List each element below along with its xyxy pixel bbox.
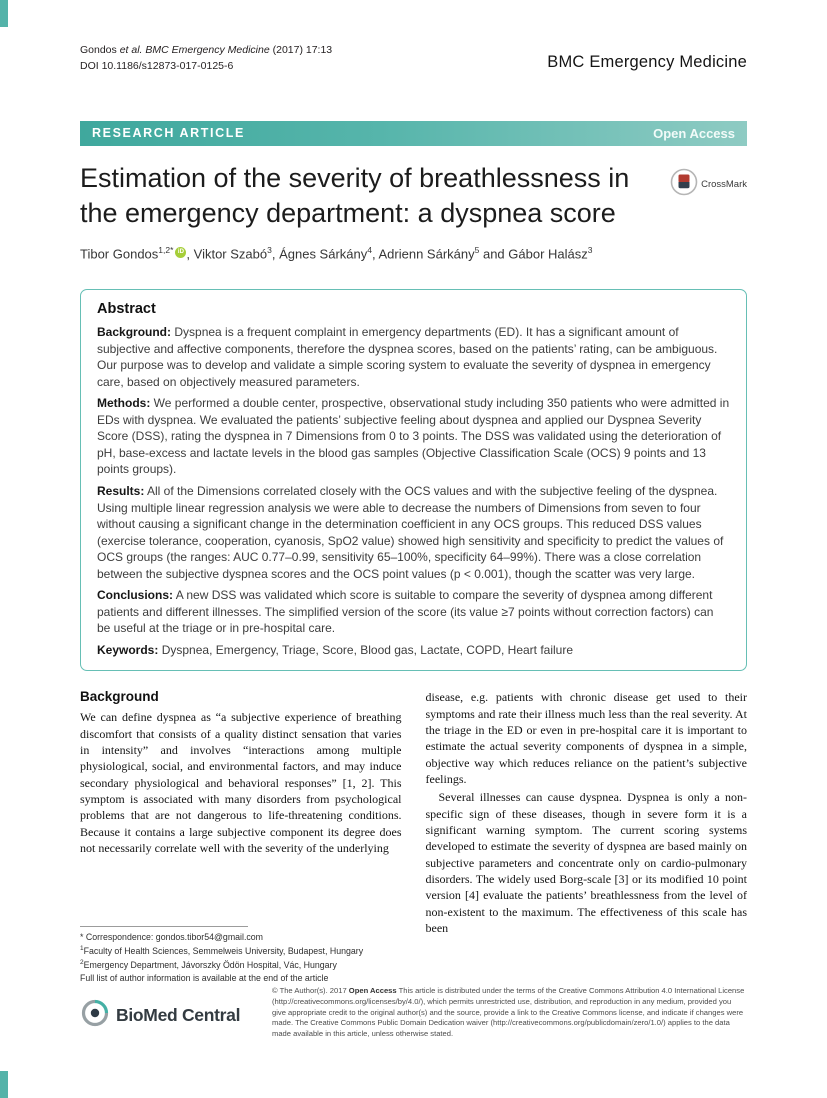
orcid-icon[interactable]: iD xyxy=(175,247,186,258)
license-open-access: Open Access xyxy=(348,986,397,995)
abstract-section-text: Dyspnea is a frequent complaint in emergency departments (ED). It has a significant amount of subjective and affective components, therefore the dyspnea scores, based on the patients’ rating, can be ambiguous. Our purpose was to develop and validate a simple scoring system to evaluate the severity of dyspnea in emergency care, based on objectively measured parameters. xyxy=(97,325,718,389)
article-body xyxy=(80,689,747,936)
abstract-box xyxy=(80,289,747,671)
citation-journal: et al. BMC Emergency Medicine xyxy=(119,44,270,56)
abstract-methods xyxy=(97,395,730,478)
open-access-label: Open Access xyxy=(653,125,735,141)
citation-line xyxy=(80,43,332,59)
author-affiliation-sup: 4 xyxy=(367,244,372,255)
affiliation-line xyxy=(80,944,380,958)
affiliation-text: Faculty of Health Sciences, Semmelweis University, Budapest, Hungary xyxy=(83,946,364,957)
biomed-central-logo-text: BioMed Central xyxy=(116,1005,241,1026)
author-separator: , xyxy=(271,246,280,262)
abstract-keywords xyxy=(97,642,730,659)
author-line xyxy=(80,245,747,261)
section-heading-background: Background xyxy=(80,689,159,705)
correspondence-line xyxy=(80,931,380,944)
footnotes xyxy=(80,922,380,986)
body-paragraph: Several illnesses can cause dyspnea. Dyspnea is only a non-specific sign of these diseases, though in severe form it is a significant warning symptom. The current scoring systems developed to estimate the severity of dyspnea are based mainly on subjective parameters and concentrate only on cardio-pulmonary disorders. The widely used Borg-scale [3] or its modified 10 point version [4] evaluate the patients’ breathlessness from the level of non-existent to the maximum. The effectiveness of this scale has been xyxy=(425,790,747,935)
title-row xyxy=(80,161,747,232)
journal-name: BMC Emergency Medicine xyxy=(547,53,747,71)
affiliation-text: Emergency Department, Jávorszky Ödön Hospital, Vác, Hungary xyxy=(83,960,337,971)
author-info-note: Full list of author information is available at the end of the article xyxy=(80,973,329,984)
author-name: Tibor Gondos xyxy=(80,246,159,262)
citation-block xyxy=(80,43,332,75)
license-body: This article is distributed under the terms of the Creative Commons Attribution 4.0 International License (http://creativecommons.org/licenses/by/4.0/), which permits unrestricted use, distribution, and reproduction in any medium, provided you give appropriate credit to the original author(s) and the source, provide a link to the Creative Commons license, and indicate if changes were made. The Creative Commons Public Domain Dedication waiver (http://creativecommons.org/publicdomain/zero/1.0/) applies to the data made available in this article, unless otherwise stated. xyxy=(272,986,745,1039)
body-paragraph: We can define dyspnea as “a subjective experience of breathing discomfort that consists of a quality distinct sensation that varies in intensity” and involves “interactions among multiple physiological, social, and environmental factors, and may induce secondary physiological and behavioral responses” [1, 2]. This symptom is associated with many disorders from psychological problems that are not dangerous to life-threatening conditions. Because it contains a large subjective component its degree does not necessarily correlate well with the severity of the underlying xyxy=(80,710,402,855)
header xyxy=(80,43,747,75)
abstract-section-label: Conclusions: xyxy=(97,588,174,603)
author-separator: , xyxy=(186,246,194,262)
page-edge-mark-bottom xyxy=(0,1071,8,1098)
abstract-conclusions xyxy=(97,587,730,637)
author-affiliation-sup: 5 xyxy=(474,244,480,255)
author-name: Ágnes Sárkány xyxy=(279,246,368,262)
correspondence-email-link[interactable]: gondos.tibor54@gmail.com xyxy=(155,932,264,942)
license-prefix: © The Author(s). 2017 xyxy=(272,986,349,995)
abstract-section-text: A new DSS was validated which score is suitable to compare the severity of dyspnea among different patients and different illnesses. The simplified version of the score (its value ≥7 points without correction factors) can be useful at the triage or in pre-hospital care. xyxy=(97,588,714,636)
crossmark-label: CrossMark xyxy=(701,178,747,190)
body-column-left xyxy=(80,689,402,936)
abstract-section-label: Results: xyxy=(97,484,145,498)
footer xyxy=(80,986,747,1040)
abstract-section-text: Dyspnea, Emergency, Triage, Score, Blood gas, Lactate, COPD, Heart failure xyxy=(161,642,574,657)
affiliation-sup: 2 xyxy=(80,959,84,967)
author-name: Adrienn Sárkány xyxy=(378,246,475,262)
article-type-banner xyxy=(80,121,747,146)
author-affiliation-sup: 3 xyxy=(587,244,593,255)
page-content xyxy=(80,0,747,1098)
author-affiliation-sup: 3 xyxy=(267,244,272,255)
abstract-section-label: Background: xyxy=(97,325,172,340)
research-article-label: RESEARCH ARTICLE xyxy=(92,126,245,140)
author-separator: and xyxy=(479,246,509,262)
author-separator: , xyxy=(371,246,379,262)
biomed-central-logo xyxy=(80,992,258,1040)
affiliation-sup: 1 xyxy=(80,945,84,953)
body-column-right xyxy=(426,689,748,936)
crossmark-icon xyxy=(670,168,698,201)
citation-author: Gondos xyxy=(80,44,120,56)
abstract-title: Abstract xyxy=(97,301,156,318)
crossmark-badge[interactable] xyxy=(670,168,747,201)
abstract-background xyxy=(97,324,730,390)
author-name: Gábor Halász xyxy=(508,246,588,262)
body-paragraph: disease, e.g. patients with chronic disease get used to their symptoms and rate their illness much less than the real severity. At the triage in the ED or even in pre-hospital care it is important to estimate the actual severity components of dyspnea in a simple, objective way which reduces reliance on the patient’s subjective feelings. xyxy=(425,690,747,787)
abstract-section-text: All of the Dimensions correlated closely with the OCS values and with the subjective feeling of the dyspnea. Using multiple linear regression analysis we were able to decrease the numbers of Dimensions from seven to four without causing a significant change in the determination coefficient in any OCS groups. This reduced DSS values (exercise tolerance, cooperation, cyanosis, SpO2 value) showed high sensitivity and specificity to predict the values of OCS groups (the ranges: AUC 0.77–0.99, sensitivity 65–100%, specificity 64–99%). There was a close correlation between the subjective dyspnea scores and the OCS point values (p < 0.001), though the scatter was very large. xyxy=(97,484,724,581)
abstract-section-label: Methods: xyxy=(97,396,151,411)
abstract-section-label: Keywords: xyxy=(97,642,159,657)
page-edge-mark-top xyxy=(0,0,8,27)
footnote-rule xyxy=(80,926,248,927)
author-affiliation-sup: 1,2* xyxy=(158,244,174,255)
author-name: Viktor Szabó xyxy=(193,246,268,262)
license-text xyxy=(272,986,747,1040)
abstract-results xyxy=(97,483,730,582)
correspondence-label: * Correspondence: xyxy=(80,932,156,942)
biomed-central-logo-icon xyxy=(80,998,110,1033)
citation-issue: (2017) 17:13 xyxy=(269,44,333,56)
abstract-section-text: We performed a double center, prospective, observational study including 350 patients who were admitted in EDs with dyspnea. We evaluated the patients’ subjective feeling about dyspnea and applied our Dyspnea Severity Score (DSS), rating the dyspnea in 7 Dimensions from 0 to 3 points. The DSS was validated using the deterioration of pH, base-excess and lactate levels in the blood gas samples (Objective Classification Scale (OCS) 9 points and 13 points groups). xyxy=(97,396,730,477)
doi: DOI 10.1186/s12873-017-0125-6 xyxy=(80,59,234,72)
affiliation-line xyxy=(80,958,380,972)
article-title: Estimation of the severity of breathlessness in the emergency department: a dyspnea score xyxy=(80,162,630,229)
